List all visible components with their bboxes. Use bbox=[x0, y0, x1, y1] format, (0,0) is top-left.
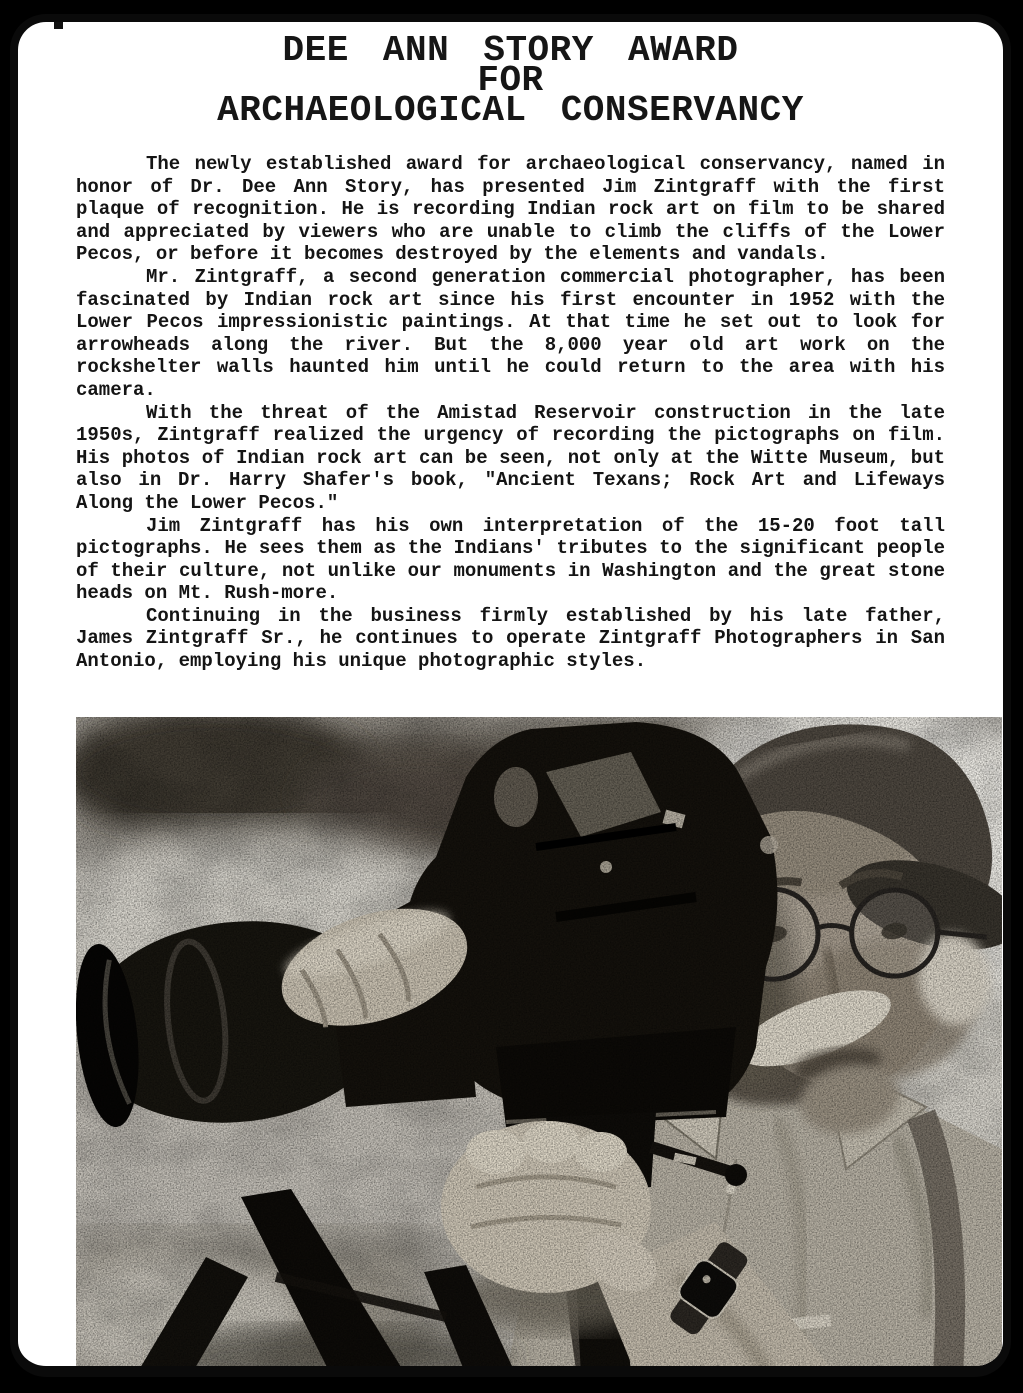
paragraph-3: With the threat of the Amistad Reservoir construction in the late 1950s, Zintgraff realized the urgency of recording the pictographs on film. His photos of Indian rock art can be seen, not only at the Witte Museum, but also in Dr. Harry Shafer's book, "Ancient Texans; Rock Art and Lifeways Along the Lower Pecos." bbox=[76, 401, 945, 514]
photo-grain-overlay bbox=[76, 717, 1002, 1375]
paragraph-5: Continuing in the business firmly established by his late father, James Zintgraff Sr., he continues to operate Zintgraff Photographers in San Antonio, employing his unique photographic styles. bbox=[76, 604, 945, 673]
scan-artifact bbox=[54, 20, 63, 29]
photograph bbox=[76, 717, 1002, 1375]
document-page bbox=[10, 14, 1011, 1377]
paragraph-2: Mr. Zintgraff, a second generation commercial photographer, has been fascinated by Indian rock art since his first encounter in 1952 with the Lower Pecos impressionistic paintings. At that time he set out to look for arrowheads along the river. But the 8,000 year old art work on the rockshelter walls haunted him until he could return to the area with his camera. bbox=[76, 265, 945, 401]
title-line-3: ARCHAEOLOGICAL CONSERVANCY bbox=[217, 90, 804, 131]
photo-illustration bbox=[76, 717, 1002, 1375]
article-body bbox=[76, 153, 945, 673]
title-line-2: FOR bbox=[477, 60, 544, 101]
page-title bbox=[76, 30, 945, 131]
paragraph-4: Jim Zintgraff has his own interpretation of the 15-20 foot tall pictographs. He sees them as the Indians' tributes to the significant people of their culture, not unlike our monuments in Washington and the great stone heads on Mt. Rush-more. bbox=[76, 514, 945, 605]
page-content bbox=[18, 22, 1003, 1375]
paragraph-1: The newly established award for archaeological conservancy, named in honor of Dr. Dee Ann Story, has presented Jim Zintgraff with the first plaque of recognition. He is recording Indian rock art on film to be shared and appreciated by viewers who are unable to climb the cliffs of the Lower Pecos, or before it becomes destroyed by the elements and vandals. bbox=[76, 153, 945, 266]
title-line-1: DEE ANN STORY AWARD bbox=[282, 30, 739, 71]
